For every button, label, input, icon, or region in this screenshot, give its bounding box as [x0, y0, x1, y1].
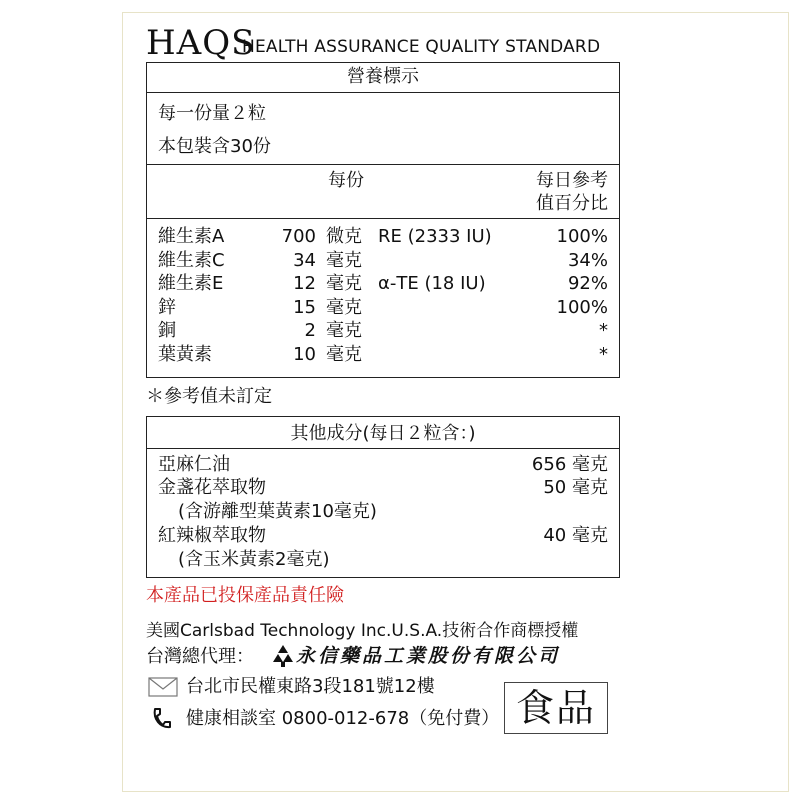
other-title: 其他成分(每日２粒含：) — [290, 423, 476, 444]
nutrient-unit: 毫克 — [326, 273, 362, 295]
nutrient-name: 葉黃素 — [158, 344, 212, 365]
company-logo-icon — [272, 644, 294, 668]
nutrient-unit: 微克 — [326, 226, 362, 247]
nutrient-unit: 毫克 — [326, 320, 362, 342]
nutrient-amount: 10 — [293, 344, 316, 365]
nutrient-dv: 34% — [567, 249, 608, 271]
nutrient-dv: 100% — [556, 226, 608, 247]
nutrient-name: 維生素E — [158, 273, 224, 295]
phone-icon — [150, 707, 172, 731]
brand-logo: HAQS — [146, 23, 256, 63]
nutrient-amount: 12 — [293, 273, 316, 295]
hotline-text: 健康相談室 0800-012-678（免付費） — [186, 708, 500, 729]
ingredient-amount: 656 毫克 — [531, 454, 608, 475]
ingredient-name: 亞麻仁油 — [158, 454, 230, 475]
ingredient-name: (含游離型葉黃素10毫克) — [178, 501, 377, 522]
nutrient-name: 鋅 — [158, 296, 176, 318]
insurance-notice: 本產品已投保產品責任險 — [146, 585, 344, 606]
ingredient-name: (含玉米黃素2毫克) — [178, 549, 330, 570]
nutrient-amount: 2 — [304, 320, 316, 342]
mail-icon — [148, 677, 178, 697]
agent-label: 台灣總代理： — [146, 646, 254, 667]
col-dv-line1: 每日參考 — [536, 170, 608, 191]
license-text: 美國Carlsbad Technology Inc.U.S.A.技術合作商標授權 — [146, 621, 579, 641]
nutrient-amount: 700 — [281, 226, 316, 247]
nutrient-dv: 100% — [556, 296, 608, 318]
nutrient-name: 維生素C — [158, 249, 225, 271]
servings-per-pack: 本包裝含30份 — [158, 136, 271, 157]
nutrient-name: 維生素A — [158, 226, 225, 247]
ingredient-name: 紅辣椒萃取物 — [158, 525, 266, 546]
ingredient-amount: 40 毫克 — [543, 525, 608, 546]
nutrient-unit: 毫克 — [326, 249, 362, 271]
col-dv-line2: 值百分比 — [536, 193, 608, 214]
agent-company: 永信藥品工業股份有限公司 — [296, 645, 561, 667]
ingredient-amount: 50 毫克 — [543, 477, 608, 498]
nutrient-amount: 34 — [293, 249, 316, 271]
nutrition-title: 營養標示 — [347, 66, 419, 87]
nutrient-dv: * — [599, 320, 608, 342]
brand-tagline: HEALTH ASSURANCE QUALITY STANDARD — [242, 37, 601, 57]
col-per-serving: 每份 — [328, 170, 364, 191]
nutrient-unit: 毫克 — [326, 296, 362, 318]
nutrient-amount: 15 — [293, 296, 316, 318]
nutrient-extra: RE (2333 IU) — [378, 226, 492, 247]
footnote: ＊參考值未訂定 — [146, 386, 272, 407]
nutrient-dv: 92% — [567, 273, 608, 295]
nutrient-extra: α-TE (18 IU) — [378, 273, 486, 295]
nutrient-unit: 毫克 — [326, 344, 362, 365]
address-text: 台北市民權東路3段181號12樓 — [186, 676, 435, 697]
ingredient-name: 金盞花萃取物 — [158, 477, 266, 498]
food-mark: 食品 — [515, 686, 596, 730]
nutrient-name: 銅 — [158, 320, 176, 342]
nutrient-dv: * — [599, 344, 608, 365]
serving-size: 每一份量２粒 — [158, 103, 266, 124]
